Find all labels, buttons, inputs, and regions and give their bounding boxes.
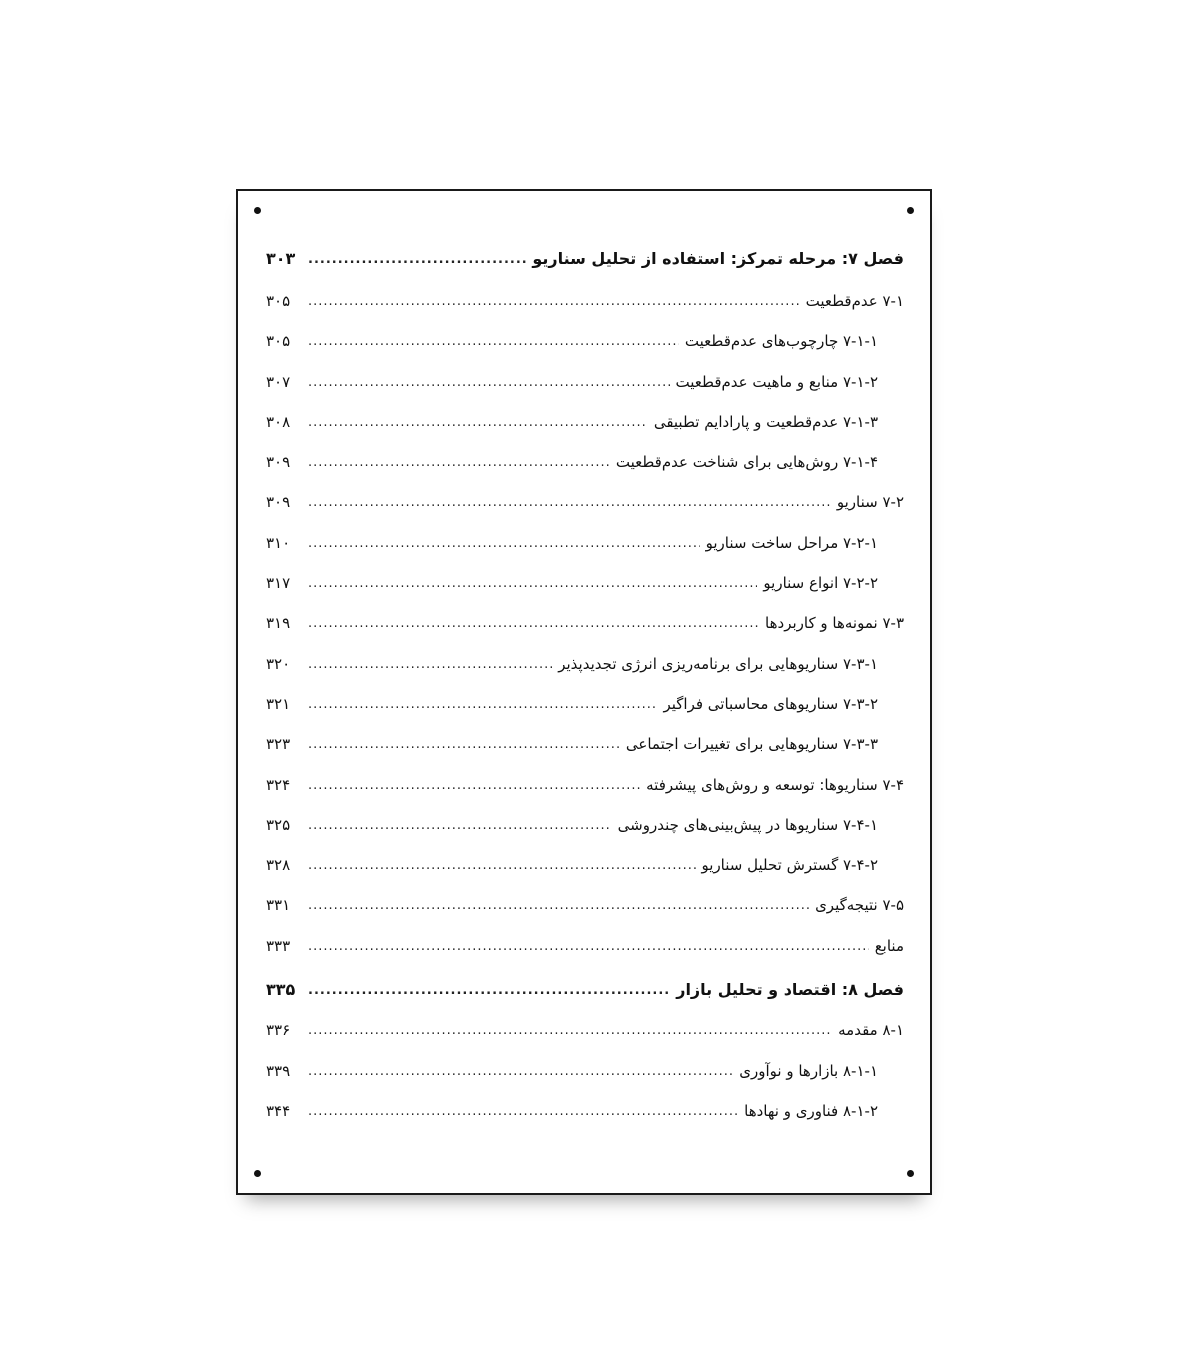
dot-leader [308,859,696,872]
toc-entry-page: ۳۲۵ [266,815,291,834]
toc-entry [266,442,904,482]
corner-dot-icon [254,1170,261,1177]
toc-entry-title: ۷-۱-۳ عدم‌قطعیت و پارادایم تطبیقی [653,412,878,431]
dot-leader [308,698,657,711]
dot-leader [308,416,648,429]
toc-entry-page: ۳۳۹ [266,1061,291,1080]
toc-entry-title: ۷-۴ سناریوها: توسعه و روش‌های پیشرفته [646,775,904,794]
corner-dot-icon [254,207,261,214]
toc-entry-title: ۷-۳-۳ سناریوهایی برای تغییرات اجتماعی [625,735,878,754]
corner-dot-icon [907,207,914,214]
toc-entry [266,805,904,845]
toc-entry [266,1091,904,1131]
toc-entry-page: ۳۰۵ [266,291,291,310]
toc-entry [266,1011,904,1051]
toc-entry [266,523,904,563]
corner-dot-icon [907,1170,914,1177]
toc-entry-page: ۳۲۱ [266,694,291,713]
toc-chapter-7 [266,239,904,279]
toc-entry-page: ۳۳۱ [266,896,291,915]
dot-leader [308,456,610,469]
toc-entry [266,483,904,523]
dot-leader [308,1065,733,1078]
dot-leader [308,819,612,832]
toc-entry-title: ۷-۳ نمونه‌ها و کاربردها [765,614,904,633]
table-of-contents [266,239,904,1132]
toc-entry-title: ۷-۱ عدم‌قطعیت [805,291,904,310]
toc-entry [266,402,904,442]
toc-entry [266,684,904,724]
dot-leader [308,537,700,550]
dot-leader [308,899,809,912]
toc-page [236,189,932,1195]
toc-entry [266,563,904,603]
dot-leader [308,617,759,630]
toc-entry-page: ۳۴۴ [266,1101,291,1120]
toc-entry [266,604,904,644]
toc-entry-page: ۳۱۹ [266,614,291,633]
toc-entry-title: فصل ۷: مرحله تمرکز: استفاده از تحلیل سناریو [532,249,904,269]
toc-entry-page: ۳۰۷ [266,372,291,391]
dot-leader [308,1024,832,1037]
toc-entry-title: ۷-۴-۲ گسترش تحلیل سناریو [701,856,878,875]
toc-entry [266,322,904,362]
toc-entry-title: ۷-۱-۴ روش‌هایی برای شناخت عدم‌قطعیت [615,453,878,472]
toc-entry-title: ۸-۱-۱ بازارها و نوآوری [739,1061,878,1080]
dot-leader [308,940,869,953]
toc-entry-page: ۳۰۸ [266,412,291,431]
toc-entry-title: ۷-۴-۱ سناریوها در پیش‌بینی‌های چندروشی [617,815,878,834]
toc-entry-title: ۷-۱-۱ چارچوب‌های عدم‌قطعیت [684,332,878,351]
toc-entry-title: ۸-۱-۲ فناوری و نهادها [744,1101,878,1120]
toc-entry [266,886,904,926]
toc-entry-page: ۳۲۰ [266,654,291,673]
toc-entry [266,644,904,684]
toc-entry-title: ۷-۳-۲ سناریوهای محاسباتی فراگیر [663,694,878,713]
toc-entry-page: ۳۲۳ [266,735,291,754]
toc-entry-title: منابع [874,936,904,955]
toc-entry-title: ۷-۱-۲ منابع و ماهیت عدم‌قطعیت [675,372,878,391]
dot-leader [308,577,757,590]
toc-entry-title: ۸-۱ مقدمه [838,1021,904,1040]
toc-entry-page: ۳۱۷ [266,574,291,593]
toc-entry [266,926,904,966]
toc-entry-page: ۳۳۶ [266,1021,291,1040]
dot-leader [308,779,640,792]
toc-entry [266,362,904,402]
dot-leader [308,253,526,266]
dot-leader [308,738,620,751]
toc-entry-page: ۳۱۰ [266,533,291,552]
toc-entry-page: ۳۰۹ [266,493,291,512]
toc-entry-title: فصل ۸: اقتصاد و تحلیل بازار [676,980,904,1000]
toc-entry [266,725,904,765]
toc-entry-title: ۷-۲ سناریو [836,493,904,512]
dot-leader [308,1105,738,1118]
dot-leader [308,496,831,509]
dot-leader [308,295,800,308]
toc-entry [266,765,904,805]
toc-chapter-8 [266,970,904,1010]
dot-leader [308,376,670,389]
toc-entry-page: ۳۳۵ [266,980,296,1000]
toc-entry-title: ۷-۲-۲ انواع سناریو [763,574,878,593]
toc-entry-title: ۷-۵ نتیجه‌گیری [815,896,904,915]
dot-leader [308,984,670,997]
toc-entry-page: ۳۰۵ [266,332,291,351]
toc-entry-page: ۳۰۳ [266,249,296,269]
toc-entry [266,1051,904,1091]
toc-entry-page: ۳۲۸ [266,856,291,875]
toc-entry-page: ۳۰۹ [266,453,291,472]
toc-entry-title: ۷-۲-۱ مراحل ساخت سناریو [705,533,878,552]
toc-entry-page: ۳۲۴ [266,775,291,794]
toc-entry [266,845,904,885]
toc-entry-title: ۷-۳-۱ سناریوهایی برای برنامه‌ریزی انرژی تجدیدپذیر [558,654,878,673]
toc-entry-page: ۳۳۳ [266,936,291,955]
toc-entry [266,281,904,321]
dot-leader [308,335,679,348]
dot-leader [308,658,552,671]
